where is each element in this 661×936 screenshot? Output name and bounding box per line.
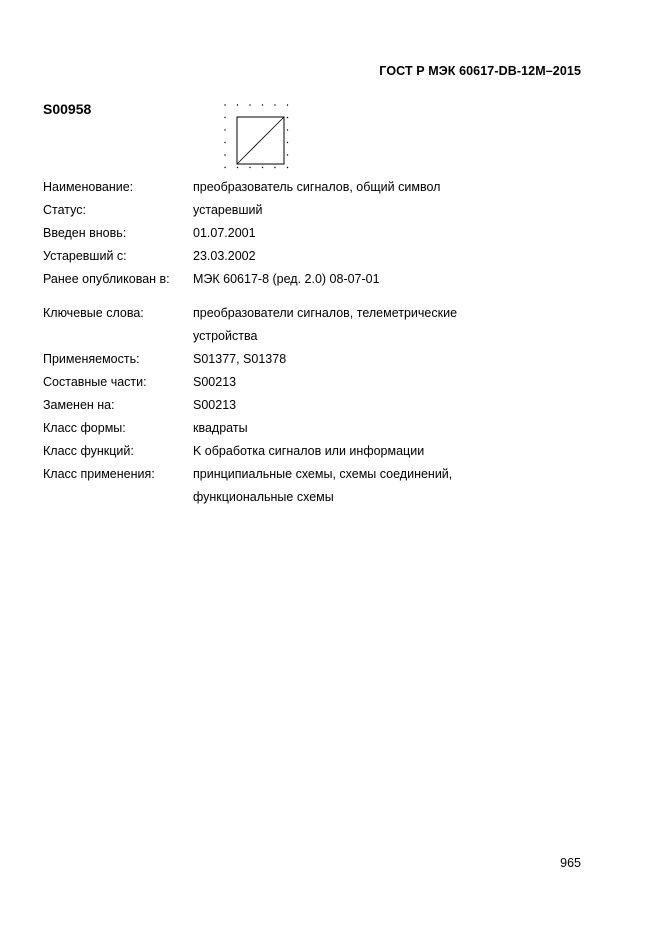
- properties-group-1: [43, 176, 563, 291]
- grid-dot: [274, 167, 275, 168]
- grid-dot: [287, 167, 288, 168]
- property-row-replaced-by: [43, 394, 563, 417]
- property-label: Применяемость:: [43, 352, 140, 366]
- property-label: Статус:: [43, 203, 86, 217]
- property-label: Класс формы:: [43, 421, 126, 435]
- grid-dot: [237, 104, 238, 105]
- property-value: S01377, S01378: [193, 352, 287, 366]
- property-value: МЭК 60617-8 (ред. 2.0) 08-07-01: [193, 272, 380, 286]
- grid-dot: [287, 154, 288, 155]
- property-value: K обработка сигналов или информации: [193, 444, 425, 458]
- property-value: преобразователь сигналов, общий символ: [193, 180, 441, 194]
- property-row-name: [43, 176, 563, 199]
- grid-dot: [249, 104, 250, 105]
- document-header: ГОСТ Р МЭК 60617-DB-12М–2015: [379, 64, 581, 78]
- grid-dot: [287, 129, 288, 130]
- properties-group-2: [43, 302, 563, 509]
- grid-dot: [224, 129, 225, 130]
- grid-dot: [224, 154, 225, 155]
- property-value: квадраты: [193, 421, 248, 435]
- property-label: Наименование:: [43, 180, 134, 194]
- grid-dot: [262, 104, 263, 105]
- property-row-obsolete-since: [43, 245, 563, 268]
- property-row-application-class: [43, 463, 563, 509]
- property-label: Ключевые слова:: [43, 306, 144, 320]
- property-value: S00213: [193, 398, 237, 412]
- property-row-components: [43, 371, 563, 394]
- property-value-line: преобразователи сигналов, телеметрические: [193, 306, 458, 320]
- property-value-line: функциональные схемы: [193, 490, 334, 504]
- property-value: [193, 463, 563, 509]
- property-label: Ранее опубликован в:: [43, 272, 170, 286]
- property-value: 01.07.2001: [193, 226, 256, 240]
- property-value-line: принципиальные схемы, схемы соединений,: [193, 467, 453, 481]
- property-value: S00213: [193, 375, 237, 389]
- grid-dot: [287, 104, 288, 105]
- symbol-grid-dots: [224, 104, 288, 168]
- grid-dot: [224, 104, 225, 105]
- property-row-introduced: [43, 222, 563, 245]
- grid-dot: [237, 167, 238, 168]
- page-number: 965: [560, 856, 581, 870]
- property-value: [193, 302, 563, 348]
- grid-dot: [249, 167, 250, 168]
- property-label: Класс функций:: [43, 444, 134, 458]
- property-label: Класс применения:: [43, 467, 155, 481]
- property-value: устаревший: [193, 203, 263, 217]
- grid-dot: [274, 104, 275, 105]
- property-row-keywords: [43, 302, 563, 348]
- signal-converter-square-diagonal-icon: [222, 102, 302, 172]
- symbol-diagonal: [237, 117, 284, 164]
- property-value: 23.03.2002: [193, 249, 256, 263]
- grid-dot: [262, 167, 263, 168]
- property-label: Введен вновь:: [43, 226, 127, 240]
- property-label: Устаревший с:: [43, 249, 127, 263]
- grid-dot: [287, 117, 288, 118]
- property-value-line: устройства: [193, 329, 258, 343]
- properties-table: [43, 176, 563, 509]
- property-row-shape-class: [43, 417, 563, 440]
- grid-dot: [224, 167, 225, 168]
- grid-dot: [287, 142, 288, 143]
- property-label: Составные части:: [43, 375, 147, 389]
- property-row-applicability: [43, 348, 563, 371]
- grid-dot: [224, 117, 225, 118]
- symbol-code: S00958: [43, 101, 92, 117]
- grid-dot: [224, 142, 225, 143]
- property-row-function-class: [43, 440, 563, 463]
- property-label: Заменен на:: [43, 398, 115, 412]
- group-spacer: [43, 291, 563, 302]
- property-row-status: [43, 199, 563, 222]
- property-row-previously-published: [43, 268, 563, 291]
